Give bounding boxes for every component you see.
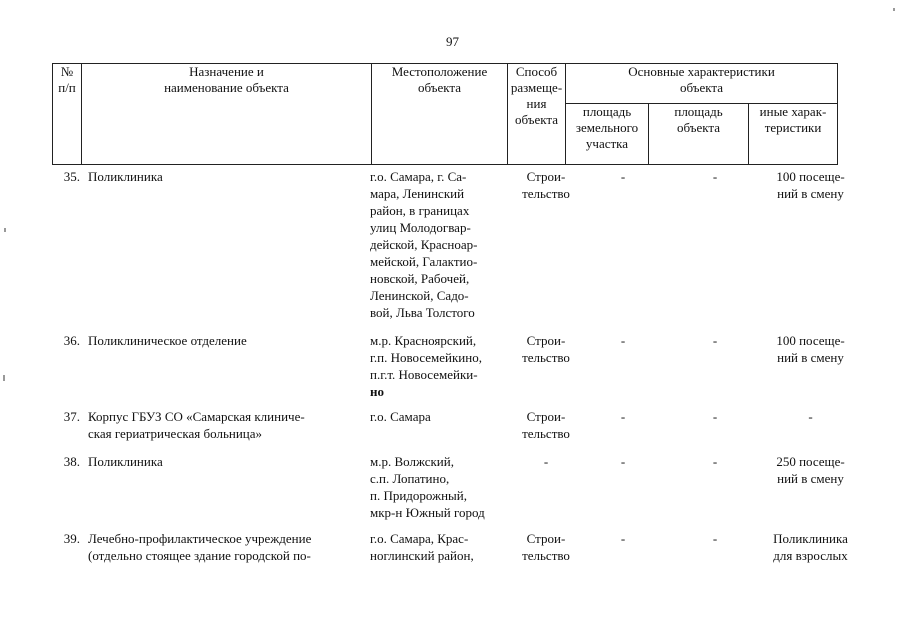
row-number: 38. (63, 454, 80, 469)
header-other: иные харак- теристики (749, 104, 838, 165)
header-location: Местоположение объекта (372, 64, 508, 165)
row-name: Поликлиника (88, 454, 163, 469)
header-method: Способ размеще- ния объекта (508, 64, 566, 165)
row-object-area: - (712, 169, 718, 184)
row-method: - (543, 454, 549, 469)
table-header (52, 63, 838, 165)
row-other: 100 посеще- ний в смену (776, 333, 845, 365)
row-object-area: - (712, 454, 718, 469)
row-number: 35. (63, 169, 80, 184)
header-object-area: площадь объекта (649, 104, 749, 165)
row-location-tail: но (370, 384, 384, 399)
row-location: м.р. Волжский, с.п. Лопатино, п. Придорожный, мкр-н Южный город (370, 454, 485, 520)
row-location: г.о. Самара, Крас- ноглинский район, (370, 531, 474, 563)
row-name: Поликлиника (88, 169, 163, 184)
row-location (370, 332, 508, 400)
row-land-area: - (620, 169, 626, 184)
row-land-area: - (620, 454, 626, 469)
row-object-area: - (712, 531, 718, 546)
header-num: № п/п (53, 64, 82, 165)
row-number: 39. (63, 531, 80, 546)
row-land-area: - (620, 531, 626, 546)
row-name: Корпус ГБУЗ СО «Самарская клиниче- ская гериатрическая больница» (88, 409, 305, 441)
scan-speck (4, 228, 6, 232)
row-location-text: м.р. Красноярский, г.п. Новосемейкино, п.г.т. Новосемейки- (370, 333, 482, 382)
row-number: 37. (63, 409, 80, 424)
row-method: Строи- тельство (522, 333, 570, 365)
header-characteristics: Основные характеристики объекта (566, 64, 838, 104)
header-name: Назначение и наименование объекта (82, 64, 372, 165)
row-land-area: - (620, 409, 626, 424)
row-method: Строи- тельство (522, 409, 570, 441)
row-object-area: - (712, 409, 718, 424)
row-method: Строи- тельство (522, 169, 570, 201)
row-location: г.о. Самара (370, 409, 431, 424)
row-other: 250 посеще- ний в смену (776, 454, 845, 486)
scan-speck (893, 8, 895, 11)
row-number: 36. (63, 333, 80, 348)
row-location: г.о. Самара, г. Са- мара, Ленинский район, в границах улиц Молодогвар- дейской, Красноар- мейской, Галактио- новской, Рабочей, Ленинской, Садо- вой, Льва Толстого (370, 169, 478, 320)
row-method: Строи- тельство (522, 531, 570, 563)
row-object-area: - (712, 333, 718, 348)
row-land-area: - (620, 333, 626, 348)
row-name: Поликлиническое отделение (88, 333, 247, 348)
row-name: Лечебно-профилактическое учреждение (отдельно стоящее здание городской по- (88, 531, 312, 563)
page-number: 97 (446, 34, 459, 49)
row-other: - (808, 409, 813, 424)
header-land-area: площадь земельного участка (566, 104, 649, 165)
row-other: Поликлиника для взрослых (773, 531, 848, 563)
row-other: 100 посеще- ний в смену (776, 169, 845, 201)
scan-speck (3, 375, 5, 381)
